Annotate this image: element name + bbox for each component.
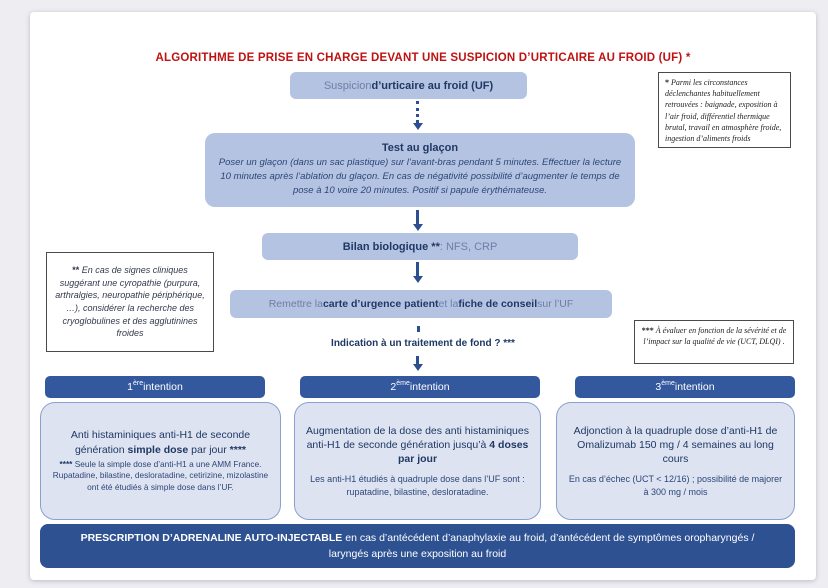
header-superscript: ème [661, 379, 675, 387]
patient-card-box [230, 290, 612, 318]
header-label: intention [143, 381, 183, 393]
ice-cube-test-box [205, 133, 635, 207]
footnote-star: ** [72, 265, 80, 276]
arrow-down-icon [412, 262, 423, 283]
adrenaline-banner-bold: PRESCRIPTION D’ADRENALINE AUTO-INJECTABLE [80, 531, 343, 544]
header-number: 1 [127, 381, 133, 393]
biology-workup-bold: Bilan biologique ** [342, 240, 440, 253]
suspicion-main: d’urticaire au froid (UF) [371, 79, 494, 92]
algorithm-page [30, 12, 816, 580]
suspicion-box [290, 72, 527, 99]
connector-dash [417, 326, 420, 332]
page-title: ALGORITHME DE PRISE EN CHARGE DEVANT UNE SUSPICION D’URTICAIRE AU FROID (UF) * [155, 52, 691, 64]
footnote-cryopathy-box [46, 252, 214, 352]
patient-card-text: et la [438, 298, 459, 310]
second-intention-note: Les anti-H1 étudiés à quadruple dose dans l’UF sont : rupatadine, bilastine, desloratadine. [310, 474, 525, 497]
first-intention-main: Anti histaminiques anti-H1 de seconde génération simple dose par jour **** [70, 429, 251, 456]
footnote-severity-text: À évaluer en fonction de la sévérité et de l’impact sur la qualité de vie (UCT, DLQI) . [643, 326, 787, 347]
third-intention-note: En cas d’échec (UCT < 12/16) ; possibilité de majorer à 300 mg / mois [568, 474, 783, 497]
second-intention-box [294, 402, 541, 520]
first-intention-header [45, 376, 265, 398]
dotted-arrow-down-icon [412, 101, 423, 130]
adrenaline-banner-rest: en cas d’antécédent d’anaphylaxie au froid, d’antécédent de symptômes oropharyngés / laryngés après une exposition au froid [328, 531, 755, 560]
footnote-star: *** [641, 326, 654, 335]
third-intention-box [556, 402, 795, 520]
footnote-triggers-text: Parmi les circonstances déclenchantes habituellement retrouvées : baignade, exposition à l’air froid, différentiel thermique brutal, travail en atmosphère froide, ingestion d’aliments froids [665, 78, 782, 143]
third-intention-main: Adjonction à la quadruple dose d’anti-H1 de Omalizumab 150 mg / 4 semaines au long cours [573, 424, 778, 465]
patient-card-bold1: carte d’urgence patient [322, 298, 439, 310]
footnote-triggers-box [658, 72, 791, 148]
treatment-indication-label: Indication à un traitement de fond ? *** [331, 338, 515, 349]
adrenaline-banner [40, 524, 795, 568]
header-number: 2 [390, 381, 397, 393]
arrow-down-icon [412, 210, 423, 231]
header-superscript: ème [396, 379, 410, 387]
first-intention-note: **** Seule la simple dose d’anti-H1 a une AMM France. Rupatadine, bilastine, desloratadine, cetirizine, mizolastine ont été étudiés à simple dose dans l’UF. [52, 458, 269, 492]
footnote-cryopathy-text: En cas de signes cliniques suggérant une cyropathie (purpura, arthralgies, neuropathie périphérique, …), considérer la recherche des cryoglobulines et des agglutinines froides [55, 265, 205, 339]
patient-card-bold2: fiche de conseil [458, 298, 538, 310]
header-label: intention [409, 381, 450, 393]
header-number: 3 [655, 381, 662, 393]
patient-card-text: Remettre la [268, 298, 323, 310]
header-label: intention [674, 381, 715, 393]
patient-card-text: sur l’UF [537, 298, 574, 310]
biology-workup-box [262, 233, 578, 260]
second-intention-header [300, 376, 540, 398]
suspicion-prefix: Suspicion [323, 79, 372, 92]
first-intention-box [40, 402, 281, 520]
header-superscript: ère [133, 379, 144, 387]
ice-cube-test-description: Poser un glaçon (dans un sac plastique) sur l’avant-bras pendant 5 minutes. Effectuer la lecture 10 minutes après l’ablation du glaçon. En cas de négativité possibilité d’augmenter le temps de pose à 10 voire 20 minutes. Positif si papule érythémateuse. [218, 156, 622, 197]
second-intention-main: Augmentation de la dose des anti histaminiques anti-H1 de seconde génération jusqu’à 4 doses par jour [306, 424, 529, 465]
ice-cube-test-title: Test au glaçon [381, 141, 459, 154]
footnote-star: * [665, 78, 669, 87]
arrow-down-icon [412, 356, 423, 371]
biology-workup-rest: : NFS, CRP [439, 240, 498, 253]
footnote-severity-box [634, 320, 794, 364]
third-intention-header [575, 376, 795, 398]
